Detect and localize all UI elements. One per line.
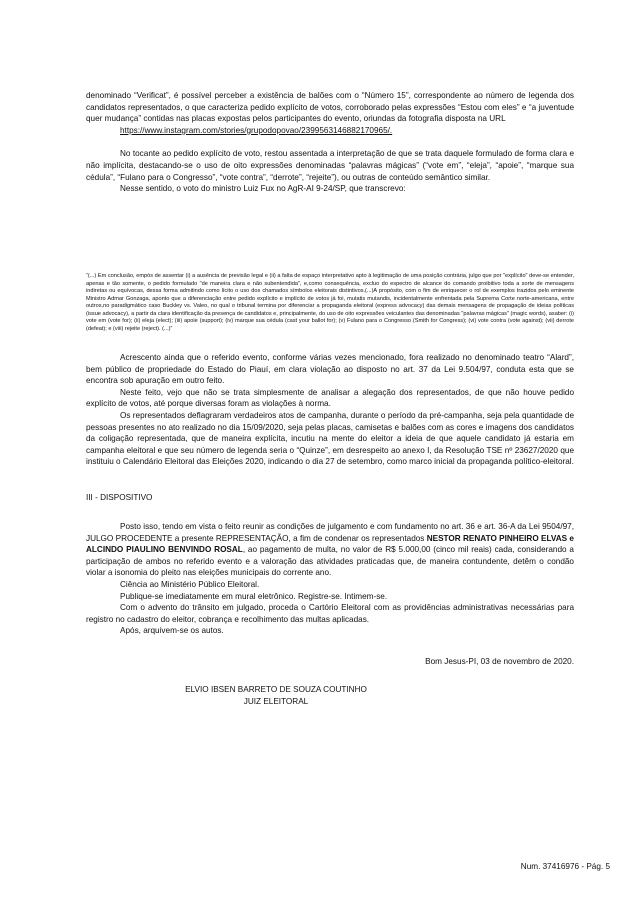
paragraph-alard-event: Acrescento ainda que o referido evento, conforme várias vezes mencionado, fora realizado no denominado teatro “Alard”, bem público de propriedade do Estado do Piauí, em clara violação ao disposto no art. 37 da Lei 9.504/97, conduta esta que se encontra sob apuração em outro feito. (86, 353, 574, 386)
paragraph-verdict: Posto isso, tendo em vista o feito reunir as condições de julgamento e com fundamento no art. 36 e art. 36-A da Lei 9504/97, JULGO PROCEDENTE a presente REPRESENTAÇÃO, a fim de condenar os representados NESTOR RENATO PINHEIRO ELVAS e ALCINDO PIAULINO BENVINDO ROSAL, ao pagamento de multa, no valor de R$ 5.000,00 (cinco mil reais) cada, considerando a participação de ambos no referido evento e a valoração das atividades praticadas que, de maneira contundente, detêm o condão violar a isonomia do pleito nas eleições municipais do corrente ano. (86, 522, 574, 578)
signature-block (86, 684, 466, 707)
paragraph-arquivem: Após, arquivem-se os autos. (120, 626, 224, 636)
paragraph-verificat: denominado “Verificat”, é possível perceber a existência de balões com o “Número 15”, correspondente ao número de legenda dos candidatos representados, o que caracteriza pedido explícito de votos, corroborado pelas expressões “Estou com eles” e “a juventude quer mudança” contidas nas placas expostas pelos participantes do evento, oriundas da fotografia disposta na URL (86, 91, 574, 124)
defendant-names: NESTOR RENATO PINHEIRO ELVAS e ALCINDO PIAULINO BENVINDO ROSAL (86, 533, 574, 555)
document-body-top (86, 90, 574, 195)
paragraph-publique: Publique-se imediatamente em mural eletrônico. Registre-se. Intimem-se. (120, 591, 388, 601)
section-heading-dispositivo: III - DISPOSITIVO (86, 493, 153, 502)
paragraph-campaign-acts: Os representados deflagraram verdadeiros atos de campanha, durante o período da pré-campanha, seja pela quantidade de pessoas presentes no ato realizado no dia 15/09/2020, seja pelas placas, camisetas e balões com as cores e imagens dos candidatos da coligação representada, que de maneira explícita, incutiu na mente do eleitor a ideia de que aquele candidato já estaria em campanha eleitoral e que seu número de legenda seria o “Quinze”, em desrespeito ao anexo I, da Resolução TSE nº 23627/2020 que instituiu o Calendário Eleitoral das Eleições 2020, indicando o dia 27 de setembro, como marco inicial da propaganda político-eleitoral. (86, 410, 574, 467)
document-date: Bom Jesus-PI, 03 de novembro de 2020. (425, 657, 574, 666)
paragraph-fux-vote: Nesse sentido, o voto do ministro Luiz Fux no AgR-AI 9-24/SP, que transcrevo: (120, 184, 406, 194)
signature-role: JUIZ ELEITORAL (243, 696, 309, 706)
paragraph-ciencia: Ciência ao Ministério Público Eleitoral. (120, 579, 260, 589)
quote-block: “(...) Em conclusão, empós de assentar (i) a ausência de previsão legal e (ii) a falta de espaço interpretativo apto à legitimação de uma posição contrária, julgo que por "explícito" deve-se entender, apenas e tão somente, o pedido formulado "de maneira clara e não subentendida", e,como consequência, excluo do espectro de alcance do comando proibitivo toda a sorte de mensagens indiretas ou equívocas, dessa forma admitindo como lícito o uso dos chamados símbolos eleitorais distintivos.(...)A propósito, com o fim de enriquecer o rol de exemplos trazidos pelo eminente Ministro Admar Gonzaga, aponto que a diferenciação entre pedido explícito e implícito de votos já foi, mutatis mutandis, incidentalmente enfrentada pela Suprema Corte norte-americana, entre outros,no paradigmático caso Buckley vs. Valeo, no qual o tribunal termina por diferenciar a propaganda eleitoral (express advocacy) das demais mensagens de propagação de ideias políticas (issue advocacy), a partir da clara identificação da presença de candidatos e, principalmente, do uso de oito expressões veiculantes das denominadas "palavras mágicas" (magic words), asaber: (i) vote em (vote for); (ii) eleja (elect); (iii) apoie (support); (iv) marque sua cédula (cast your ballot for); (v) Fulano para o Congresso (Smith for Congress); (vi) vote contra (vote against); (vii) derrote (defeat); e (viii) rejeite (reject). (...)” (86, 273, 574, 332)
signature-name: ELVIO IBSEN BARRETO DE SOUZA COUTINHO (185, 685, 367, 694)
document-body-bottom (86, 521, 574, 637)
paragraph-explicit-vote: No tocante ao pedido explícito de voto, restou assentada a interpretação de que se trata daquele formulado de forma clara e não implícita, destacando-se o uso de oito expressões denominadas “palavras mágicas” (“vote em”, “eleja”, “apoie”, “marque sua cédula”, “Fulano para o Congresso”, “vote contra”, “derrote”, “rejeite”), ou outras de conteúdo semântico similar. (86, 149, 574, 182)
paragraph-transito: Com o advento do trânsito em julgado, proceda o Cartório Eleitoral com as providências administrativas necessárias para registro no cadastro do eleitor, cobrança e recolhimento das multas aplicadas. (86, 603, 574, 624)
page-footer: Num. 37416976 - Pág. 5 (520, 862, 610, 871)
paragraph-not-simply: Neste feito, vejo que não se trata simplesmente de analisar a alegação dos representados, de que não houve pedido explícito de votos, até porque diversas foram as violações à norma. (86, 387, 574, 409)
document-body-middle (86, 352, 574, 468)
instagram-url-link[interactable]: https://www.instagram.com/stories/grupodopovao/2399563146882170965/. (120, 125, 393, 135)
